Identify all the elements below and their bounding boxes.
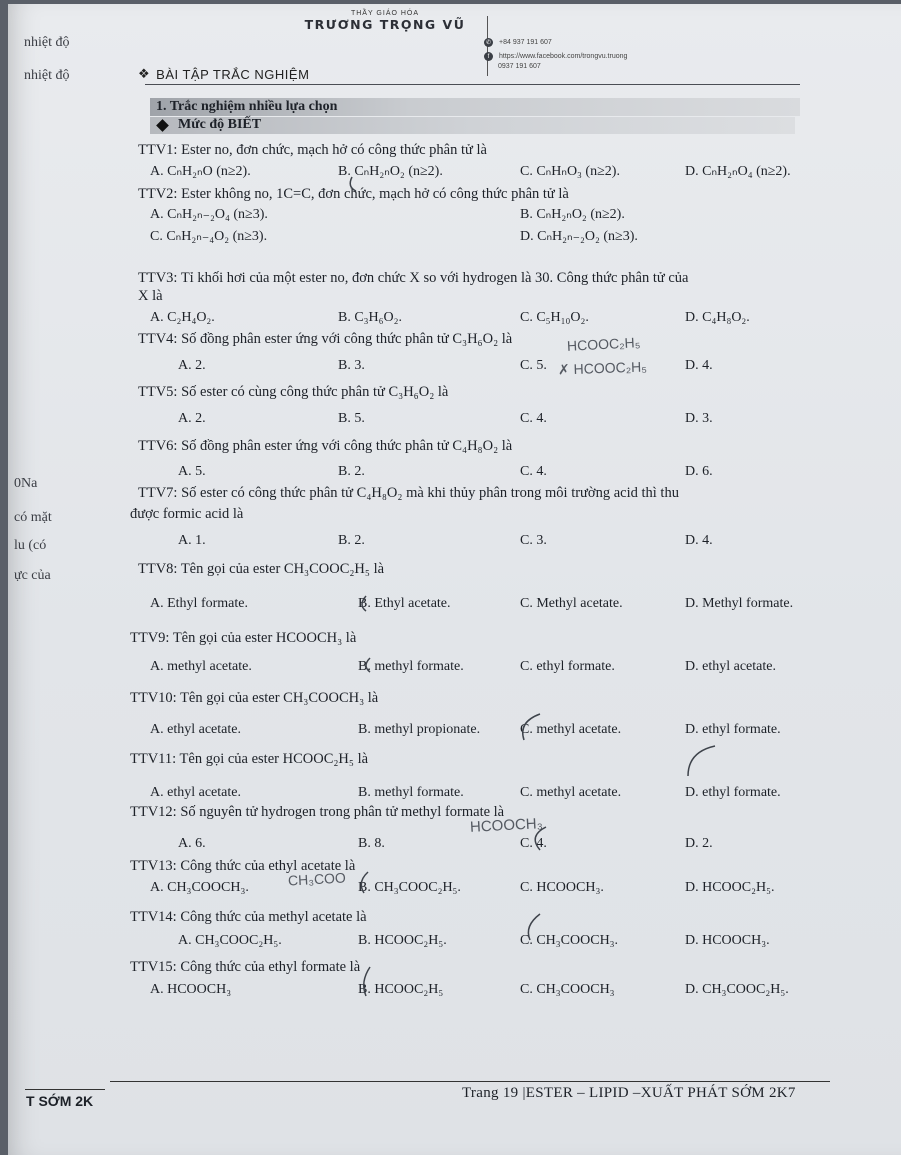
answer-option[interactable]: C. 5.: [520, 358, 547, 373]
answer-option[interactable]: A. 2.: [178, 358, 206, 373]
answer-option[interactable]: C. Methyl acetate.: [520, 596, 623, 611]
question-stem: TTV3: Tỉ khối hơi của một ester no, đơn chức X so với hydrogen là 30. Công thức phân tử của: [138, 270, 689, 286]
answer-option[interactable]: B. methyl propionate.: [358, 722, 481, 737]
answer-option[interactable]: B. 3.: [338, 358, 365, 373]
question-stem: TTV10: Tên gọi của ester CH₃COOCH₃ là: [130, 690, 379, 706]
answer-option[interactable]: B. 2.: [338, 533, 365, 548]
answer-option[interactable]: B. HCOOC₂H₅.: [358, 933, 447, 948]
answer-option[interactable]: D. C₄H₈O₂.: [685, 310, 750, 325]
question-stem: TTV9: Tên gọi của ester HCOOCH₃ là: [130, 630, 357, 646]
margin-clip: lu (có: [14, 538, 47, 553]
answer-option[interactable]: C. 4.: [520, 464, 547, 479]
answer-option[interactable]: B. CₙH₂ₙO₂ (n≥2).: [520, 207, 625, 222]
answer-option[interactable]: A. 2.: [178, 411, 206, 426]
answer-option[interactable]: A. CₙH₂ₙO (n≥2).: [150, 164, 251, 179]
answer-option[interactable]: A. CH₃COOC₂H₅.: [178, 933, 282, 948]
handwriting-note: CH₃COO: [287, 869, 347, 889]
answer-option[interactable]: D. Methyl formate.: [685, 596, 794, 611]
answer-option[interactable]: C. methyl acetate.: [520, 785, 622, 800]
answer-option[interactable]: C. methyl acetate.: [520, 722, 622, 737]
answer-option[interactable]: C. HCOOCH₃.: [520, 880, 604, 895]
answer-option[interactable]: B. C₃H₆O₂.: [338, 310, 403, 325]
answer-option[interactable]: C. CH₃COOCH₃.: [520, 933, 619, 948]
answer-option[interactable]: C. C₅H₁₀O₂.: [520, 310, 589, 325]
answer-option[interactable]: C. CₙH₂ₙ₋₄O₂ (n≥3).: [150, 229, 268, 244]
question-stem: TTV12: Số nguyên tử hydrogen trong phân tử methyl formate là: [130, 804, 505, 820]
handwriting-note: HCOOCH₃: [469, 815, 544, 836]
answer-option[interactable]: D. ethyl acetate.: [685, 659, 776, 674]
handwriting-note: HCOOC₂H₅: [566, 334, 641, 354]
question-stem: TTV7: Số ester có công thức phân tử C₄H₈O₂ mà khi thủy phân trong môi trường acid thì thu: [138, 485, 679, 501]
section-rule: [145, 84, 800, 85]
question-stem: TTV11: Tên gọi của ester HCOOC₂H₅ là: [130, 751, 369, 767]
footer-left: T SỚM 2K: [26, 1093, 94, 1109]
question-stem-cont: X là: [138, 288, 163, 304]
answer-option[interactable]: B. HCOOC₂H₅: [358, 982, 444, 997]
answer-option[interactable]: B. 5.: [338, 411, 365, 426]
brand-small: THẦY GIÁO HÓA: [350, 10, 420, 17]
answer-option[interactable]: B. CH₃COOC₂H₅.: [358, 880, 461, 895]
brand-name: TRƯƠNG TRỌNG VŨ: [304, 17, 466, 32]
level-title: Mức độ BIẾT: [178, 117, 262, 132]
answer-option[interactable]: A. Ethyl formate.: [150, 596, 248, 611]
question-stem: TTV2: Ester không no, 1C=C, đơn chức, mạch hở có công thức phân tử là: [138, 186, 569, 202]
answer-option[interactable]: D. 4.: [685, 533, 713, 548]
answer-option[interactable]: D. 3.: [685, 411, 713, 426]
question-stem: TTV13: Công thức của ethyl acetate là: [130, 858, 356, 874]
margin-clip: ực của: [14, 568, 51, 583]
answer-option[interactable]: A. 5.: [178, 464, 206, 479]
answer-option[interactable]: D. 4.: [685, 358, 713, 373]
subsection-bar: [150, 98, 800, 116]
answer-option[interactable]: B. methyl formate.: [358, 785, 464, 800]
margin-clip: có mặt: [14, 510, 52, 525]
brand-header: [285, 10, 485, 32]
answer-option[interactable]: D. CₙH₂ₙ₋₂O₂ (n≥3).: [520, 229, 638, 244]
answer-option[interactable]: C. CH₃COOCH₃: [520, 982, 615, 997]
question-stem: TTV8: Tên gọi của ester CH₃COOC₂H₅ là: [138, 561, 385, 577]
answer-option[interactable]: B. methyl formate.: [358, 659, 464, 674]
question-stem: TTV1: Ester no, đơn chức, mạch hở có công thức phân tử là: [138, 142, 487, 158]
section-title: ❖ BÀI TẬP TRẮC NGHIỆM: [138, 66, 310, 82]
answer-option[interactable]: A. ethyl acetate.: [150, 722, 241, 737]
footer-rule-left: [25, 1089, 105, 1090]
footer-rule: [110, 1081, 830, 1082]
question-stem: TTV4: Số đồng phân ester ứng với công thức phân tử C₃H₆O₂ là: [138, 331, 513, 347]
answer-option[interactable]: C. 4.: [520, 836, 547, 851]
margin-clip: 0Na: [14, 476, 38, 491]
facebook-icon: f: [484, 52, 493, 61]
answer-option[interactable]: A. ethyl acetate.: [150, 785, 241, 800]
answer-option[interactable]: C. ethyl formate.: [520, 659, 615, 674]
answer-option[interactable]: D. 2.: [685, 836, 713, 851]
answer-option[interactable]: D. ethyl formate.: [685, 722, 781, 737]
margin-clip: nhiệt độ: [24, 35, 70, 50]
contact-phone-2: 0937 191 607: [498, 63, 541, 70]
answer-option[interactable]: D. HCOOCH₃.: [685, 933, 770, 948]
diamond-bullet-icon: ❖: [138, 66, 151, 81]
margin-clip: nhiệt độ: [24, 68, 70, 83]
question-stem: TTV15: Công thức của ethyl formate là: [130, 959, 361, 975]
answer-option[interactable]: A. 6.: [178, 836, 206, 851]
question-stem: TTV6: Số đồng phân ester ứng với công thức phân tử C₄H₈O₂ là: [138, 438, 513, 454]
answer-option[interactable]: D. ethyl formate.: [685, 785, 781, 800]
subsection-title: 1. Trắc nghiệm nhiều lựa chọn: [156, 99, 338, 114]
answer-option[interactable]: C. 4.: [520, 411, 547, 426]
answer-option[interactable]: D. HCOOC₂H₅.: [685, 880, 775, 895]
diamond-icon: [156, 119, 169, 132]
answer-option[interactable]: A. methyl acetate.: [150, 659, 252, 674]
question-stem-cont: được formic acid là: [130, 506, 244, 522]
answer-option[interactable]: A. CₙH₂ₙ₋₂O₄ (n≥3).: [150, 207, 268, 222]
phone-icon: ✆: [485, 40, 492, 46]
answer-option[interactable]: C. CₙHₙO₃ (n≥2).: [520, 164, 620, 179]
answer-option[interactable]: D. CₙH₂ₙO₄ (n≥2).: [685, 164, 791, 179]
answer-option[interactable]: A. C₂H₄O₂.: [150, 310, 215, 325]
contact-phone: ✆ +84 937 191 607: [485, 39, 552, 46]
answer-option[interactable]: A. 1.: [178, 533, 206, 548]
answer-option[interactable]: A. CH₃COOCH₃.: [150, 880, 249, 895]
answer-option[interactable]: D. CH₃COOC₂H₅.: [685, 982, 789, 997]
contact-facebook: f https://www.facebook.com/trongvu.truong: [484, 52, 627, 61]
answer-option[interactable]: B. Ethyl acetate.: [358, 596, 451, 611]
answer-option[interactable]: A. HCOOCH₃: [150, 982, 232, 997]
answer-option[interactable]: B. CₙH₂ₙO₂ (n≥2).: [338, 164, 443, 179]
answer-option[interactable]: B. 8.: [358, 836, 385, 851]
question-stem: TTV5: Số ester có cùng công thức phân tử C₃H₆O₂ là: [138, 384, 449, 400]
answer-option[interactable]: D. 6.: [685, 464, 713, 479]
answer-option[interactable]: C. 3.: [520, 533, 547, 548]
handwriting-note: ✗ HCOOC₂H₅: [557, 358, 648, 378]
footer-page-title: Trang 19 |ESTER – LIPID –XUẤT PHÁT SỚM 2K7: [462, 1085, 796, 1101]
answer-option[interactable]: B. 2.: [338, 464, 365, 479]
level-bar: [150, 117, 795, 134]
question-stem: TTV14: Công thức của methyl acetate là: [130, 909, 367, 925]
